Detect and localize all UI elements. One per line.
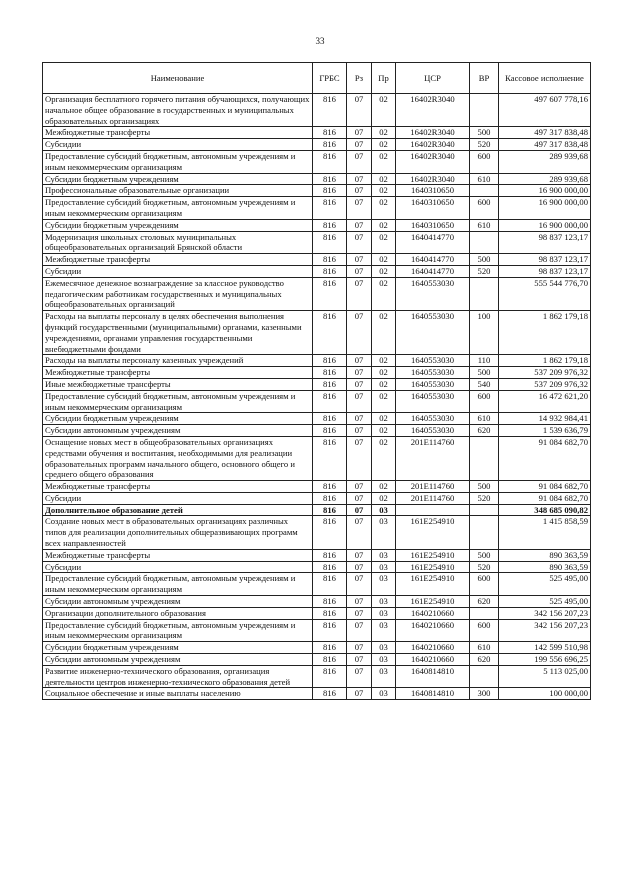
- header-name: Наименование: [43, 63, 313, 94]
- row-vr-cell: 610: [470, 173, 499, 185]
- table-row: [43, 516, 591, 549]
- row-grbs-cell: 816: [313, 150, 347, 173]
- row-vr-cell: [470, 231, 499, 254]
- row-vr-cell: 520: [470, 492, 499, 504]
- row-grbs-cell: 816: [313, 390, 347, 413]
- row-rz-cell: 07: [347, 481, 372, 493]
- table-row: [43, 173, 591, 185]
- row-csr-cell: 16402R3040: [396, 173, 470, 185]
- table-row: [43, 277, 591, 310]
- table-row: [43, 504, 591, 516]
- row-name-cell: Развитие инженерно-технического образования, организация деятельности центров инженерно-технического образования детей: [43, 665, 313, 688]
- row-csr-cell: 1640553030: [396, 311, 470, 355]
- table-row: [43, 390, 591, 413]
- row-vr-cell: [470, 185, 499, 197]
- row-pr-cell: 02: [372, 150, 396, 173]
- row-sum-cell: 525 495,00: [499, 596, 591, 608]
- row-pr-cell: 02: [372, 367, 396, 379]
- row-sum-cell: 16 900 000,00: [499, 185, 591, 197]
- row-pr-cell: 02: [372, 481, 396, 493]
- row-vr-cell: 500: [470, 127, 499, 139]
- row-name-cell: Предоставление субсидий бюджетным, автономным учреждениям и иным некоммерческим организациям: [43, 619, 313, 642]
- row-rz-cell: 07: [347, 367, 372, 379]
- row-name-cell: Ежемесячное денежное вознаграждение за классное руководство педагогическим работникам государственных и муниципальных общеобразовательных организаций: [43, 277, 313, 310]
- table-row: [43, 549, 591, 561]
- row-name-cell: Субсидии: [43, 492, 313, 504]
- row-pr-cell: 03: [372, 607, 396, 619]
- table-row: [43, 688, 591, 700]
- table-row: [43, 265, 591, 277]
- row-vr-cell: [470, 277, 499, 310]
- row-vr-cell: 500: [470, 254, 499, 266]
- row-vr-cell: 610: [470, 413, 499, 425]
- row-rz-cell: 07: [347, 516, 372, 549]
- row-rz-cell: 07: [347, 549, 372, 561]
- table-row: [43, 413, 591, 425]
- row-pr-cell: 02: [372, 311, 396, 355]
- row-name-cell: Субсидии автономным учреждениям: [43, 596, 313, 608]
- row-csr-cell: 1640414770: [396, 231, 470, 254]
- row-csr-cell: 161E254910: [396, 596, 470, 608]
- row-pr-cell: 02: [372, 139, 396, 151]
- table-row: [43, 619, 591, 642]
- row-rz-cell: 07: [347, 492, 372, 504]
- row-sum-cell: 289 939,68: [499, 173, 591, 185]
- row-grbs-cell: 816: [313, 607, 347, 619]
- table-row: [43, 355, 591, 367]
- row-rz-cell: 07: [347, 231, 372, 254]
- row-csr-cell: 16402R3040: [396, 94, 470, 127]
- row-name-cell: Субсидии: [43, 265, 313, 277]
- row-grbs-cell: 816: [313, 139, 347, 151]
- row-csr-cell: 1640553030: [396, 413, 470, 425]
- row-sum-cell: 525 495,00: [499, 573, 591, 596]
- row-csr-cell: 1640553030: [396, 390, 470, 413]
- row-pr-cell: 02: [372, 185, 396, 197]
- row-sum-cell: 100 000,00: [499, 688, 591, 700]
- table-row: [43, 94, 591, 127]
- row-vr-cell: 610: [470, 219, 499, 231]
- row-grbs-cell: 816: [313, 619, 347, 642]
- row-rz-cell: 07: [347, 561, 372, 573]
- row-rz-cell: 07: [347, 642, 372, 654]
- row-rz-cell: 07: [347, 185, 372, 197]
- row-sum-cell: 342 156 207,23: [499, 619, 591, 642]
- table-row: [43, 492, 591, 504]
- row-rz-cell: 07: [347, 390, 372, 413]
- row-grbs-cell: 816: [313, 94, 347, 127]
- row-name-cell: Создание новых мест в образовательных организациях различных типов для реализации дополнительных общеразвивающих программ всех направленностей: [43, 516, 313, 549]
- row-name-cell: Предоставление субсидий бюджетным, автономным учреждениям и иным некоммерческим организациям: [43, 197, 313, 220]
- row-csr-cell: 1640210660: [396, 654, 470, 666]
- row-pr-cell: 02: [372, 425, 396, 437]
- row-pr-cell: 03: [372, 561, 396, 573]
- row-rz-cell: 07: [347, 265, 372, 277]
- row-sum-cell: 497 317 838,48: [499, 139, 591, 151]
- row-vr-cell: 520: [470, 561, 499, 573]
- row-sum-cell: 555 544 776,70: [499, 277, 591, 310]
- row-sum-cell: 98 837 123,17: [499, 265, 591, 277]
- row-vr-cell: 500: [470, 481, 499, 493]
- row-grbs-cell: 816: [313, 665, 347, 688]
- row-vr-cell: 600: [470, 197, 499, 220]
- row-rz-cell: 07: [347, 654, 372, 666]
- row-pr-cell: 02: [372, 173, 396, 185]
- row-sum-cell: 16 900 000,00: [499, 197, 591, 220]
- row-name-cell: Оснащение новых мест в общеобразовательных организациях средствами обучения и воспитания, необходимыми для реализации образовательных программ начального общего, основного общего и среднего общего образования: [43, 436, 313, 480]
- row-rz-cell: 07: [347, 425, 372, 437]
- row-rz-cell: 07: [347, 413, 372, 425]
- row-name-cell: Субсидии автономным учреждениям: [43, 654, 313, 666]
- row-csr-cell: 1640310650: [396, 185, 470, 197]
- row-csr-cell: 161E254910: [396, 516, 470, 549]
- row-pr-cell: 02: [372, 277, 396, 310]
- row-grbs-cell: 816: [313, 481, 347, 493]
- row-rz-cell: 07: [347, 311, 372, 355]
- row-csr-cell: 201E114760: [396, 492, 470, 504]
- row-sum-cell: 890 363,59: [499, 549, 591, 561]
- row-grbs-cell: 816: [313, 265, 347, 277]
- row-sum-cell: 199 556 696,25: [499, 654, 591, 666]
- table-row: [43, 654, 591, 666]
- row-name-cell: Модернизация школьных столовых муниципальных общеобразовательных организаций Брянской области: [43, 231, 313, 254]
- table-row: [43, 665, 591, 688]
- row-vr-cell: [470, 504, 499, 516]
- row-rz-cell: 07: [347, 596, 372, 608]
- table-row: [43, 596, 591, 608]
- header-sum: Кассовое исполнение: [499, 63, 591, 94]
- row-grbs-cell: 816: [313, 277, 347, 310]
- table-row: [43, 481, 591, 493]
- row-vr-cell: 500: [470, 367, 499, 379]
- row-pr-cell: 02: [372, 265, 396, 277]
- row-csr-cell: 1640210660: [396, 607, 470, 619]
- row-csr-cell: 16402R3040: [396, 150, 470, 173]
- table-row: [43, 561, 591, 573]
- row-grbs-cell: 816: [313, 516, 347, 549]
- header-pr: Пр: [372, 63, 396, 94]
- row-grbs-cell: 816: [313, 311, 347, 355]
- row-vr-cell: 520: [470, 265, 499, 277]
- table-row: [43, 150, 591, 173]
- row-sum-cell: 537 209 976,32: [499, 378, 591, 390]
- row-name-cell: Межбюджетные трансферты: [43, 549, 313, 561]
- row-name-cell: Иные межбюджетные трансферты: [43, 378, 313, 390]
- row-vr-cell: 100: [470, 311, 499, 355]
- row-name-cell: Организации дополнительного образования: [43, 607, 313, 619]
- table-row: [43, 127, 591, 139]
- row-rz-cell: 07: [347, 436, 372, 480]
- row-vr-cell: 620: [470, 654, 499, 666]
- row-pr-cell: 02: [372, 436, 396, 480]
- row-sum-cell: 289 939,68: [499, 150, 591, 173]
- row-grbs-cell: 816: [313, 573, 347, 596]
- header-rz: Рз: [347, 63, 372, 94]
- row-pr-cell: 03: [372, 596, 396, 608]
- row-grbs-cell: 816: [313, 127, 347, 139]
- row-name-cell: Субсидии: [43, 561, 313, 573]
- row-name-cell: Расходы на выплаты персоналу казенных учреждений: [43, 355, 313, 367]
- row-csr-cell: 1640210660: [396, 642, 470, 654]
- row-pr-cell: 02: [372, 390, 396, 413]
- table-row: [43, 436, 591, 480]
- table-row: [43, 642, 591, 654]
- row-name-cell: Субсидии: [43, 139, 313, 151]
- row-name-cell: Предоставление субсидий бюджетным, автономным учреждениям и иным некоммерческим организациям: [43, 150, 313, 173]
- row-sum-cell: 98 837 123,17: [499, 254, 591, 266]
- row-name-cell: Субсидии бюджетным учреждениям: [43, 173, 313, 185]
- row-grbs-cell: 816: [313, 378, 347, 390]
- row-vr-cell: 520: [470, 139, 499, 151]
- row-pr-cell: 02: [372, 378, 396, 390]
- row-sum-cell: 1 539 636,79: [499, 425, 591, 437]
- header-csr: ЦСР: [396, 63, 470, 94]
- row-vr-cell: 600: [470, 573, 499, 596]
- row-rz-cell: 07: [347, 378, 372, 390]
- row-name-cell: Социальное обеспечение и иные выплаты населению: [43, 688, 313, 700]
- row-grbs-cell: 816: [313, 492, 347, 504]
- row-vr-cell: [470, 516, 499, 549]
- row-sum-cell: 1 415 858,59: [499, 516, 591, 549]
- row-vr-cell: 620: [470, 596, 499, 608]
- row-grbs-cell: 816: [313, 561, 347, 573]
- row-name-cell: Предоставление субсидий бюджетным, автономным учреждениям и иным некоммерческим организациям: [43, 390, 313, 413]
- row-grbs-cell: 816: [313, 596, 347, 608]
- row-sum-cell: 342 156 207,23: [499, 607, 591, 619]
- row-grbs-cell: 816: [313, 654, 347, 666]
- row-grbs-cell: 816: [313, 254, 347, 266]
- row-csr-cell: 1640310650: [396, 219, 470, 231]
- row-rz-cell: 07: [347, 277, 372, 310]
- row-csr-cell: 1640553030: [396, 277, 470, 310]
- row-vr-cell: 610: [470, 642, 499, 654]
- row-grbs-cell: 816: [313, 367, 347, 379]
- row-sum-cell: 14 932 984,41: [499, 413, 591, 425]
- row-sum-cell: 91 084 682,70: [499, 481, 591, 493]
- row-name-cell: Межбюджетные трансферты: [43, 481, 313, 493]
- row-name-cell: Предоставление субсидий бюджетным, автономным учреждениям и иным некоммерческим организациям: [43, 573, 313, 596]
- table-row: [43, 367, 591, 379]
- row-rz-cell: 07: [347, 150, 372, 173]
- row-rz-cell: 07: [347, 355, 372, 367]
- row-pr-cell: 02: [372, 197, 396, 220]
- row-grbs-cell: 816: [313, 185, 347, 197]
- row-csr-cell: 1640210660: [396, 619, 470, 642]
- row-rz-cell: 07: [347, 219, 372, 231]
- row-name-cell: Субсидии бюджетным учреждениям: [43, 642, 313, 654]
- row-pr-cell: 02: [372, 492, 396, 504]
- table-row: [43, 139, 591, 151]
- row-csr-cell: 161E254910: [396, 573, 470, 596]
- row-sum-cell: 497 317 838,48: [499, 127, 591, 139]
- table-row: [43, 231, 591, 254]
- row-vr-cell: 500: [470, 549, 499, 561]
- row-rz-cell: 07: [347, 127, 372, 139]
- budget-execution-table: [42, 62, 591, 700]
- row-pr-cell: 02: [372, 219, 396, 231]
- row-grbs-cell: 816: [313, 197, 347, 220]
- row-name-cell: Субсидии бюджетным учреждениям: [43, 413, 313, 425]
- row-sum-cell: 348 685 090,82: [499, 504, 591, 516]
- row-grbs-cell: 816: [313, 549, 347, 561]
- row-pr-cell: 03: [372, 619, 396, 642]
- row-name-cell: Организация бесплатного горячего питания обучающихся, получающих начальное общее образование в государственных и муниципальных образовательных организациях: [43, 94, 313, 127]
- row-pr-cell: 02: [372, 254, 396, 266]
- row-vr-cell: [470, 94, 499, 127]
- row-sum-cell: 497 607 778,16: [499, 94, 591, 127]
- row-name-cell: Профессиональные образовательные организации: [43, 185, 313, 197]
- row-vr-cell: 620: [470, 425, 499, 437]
- row-csr-cell: 201E114760: [396, 481, 470, 493]
- row-pr-cell: 03: [372, 516, 396, 549]
- row-pr-cell: 02: [372, 94, 396, 127]
- row-name-cell: Субсидии бюджетным учреждениям: [43, 219, 313, 231]
- row-vr-cell: [470, 607, 499, 619]
- row-vr-cell: 600: [470, 619, 499, 642]
- row-rz-cell: 07: [347, 254, 372, 266]
- row-sum-cell: 16 900 000,00: [499, 219, 591, 231]
- row-grbs-cell: 816: [313, 688, 347, 700]
- row-vr-cell: [470, 665, 499, 688]
- row-sum-cell: 98 837 123,17: [499, 231, 591, 254]
- row-vr-cell: 600: [470, 390, 499, 413]
- table-row: [43, 219, 591, 231]
- table-header-row: [43, 63, 591, 94]
- row-csr-cell: 1640553030: [396, 355, 470, 367]
- row-csr-cell: 1640414770: [396, 254, 470, 266]
- row-sum-cell: 16 472 621,20: [499, 390, 591, 413]
- row-rz-cell: 07: [347, 173, 372, 185]
- row-csr-cell: 1640310650: [396, 197, 470, 220]
- row-csr-cell: [396, 504, 470, 516]
- row-grbs-cell: 816: [313, 219, 347, 231]
- row-sum-cell: 890 363,59: [499, 561, 591, 573]
- row-name-cell: Межбюджетные трансферты: [43, 367, 313, 379]
- row-pr-cell: 03: [372, 504, 396, 516]
- table-row: [43, 573, 591, 596]
- row-sum-cell: 142 599 510,98: [499, 642, 591, 654]
- table-row: [43, 607, 591, 619]
- table-row: [43, 425, 591, 437]
- row-pr-cell: 03: [372, 688, 396, 700]
- row-csr-cell: 201E114760: [396, 436, 470, 480]
- row-rz-cell: 07: [347, 607, 372, 619]
- row-vr-cell: 600: [470, 150, 499, 173]
- table-row: [43, 185, 591, 197]
- table-row: [43, 311, 591, 355]
- row-vr-cell: 110: [470, 355, 499, 367]
- row-grbs-cell: 816: [313, 355, 347, 367]
- row-sum-cell: 1 862 179,18: [499, 311, 591, 355]
- row-pr-cell: 03: [372, 642, 396, 654]
- row-grbs-cell: 816: [313, 436, 347, 480]
- row-rz-cell: 07: [347, 94, 372, 127]
- table-body: [43, 94, 591, 700]
- row-pr-cell: 02: [372, 231, 396, 254]
- table-row: [43, 197, 591, 220]
- row-grbs-cell: 816: [313, 413, 347, 425]
- row-name-cell: Межбюджетные трансферты: [43, 127, 313, 139]
- row-grbs-cell: 816: [313, 425, 347, 437]
- row-vr-cell: 540: [470, 378, 499, 390]
- row-csr-cell: 1640553030: [396, 367, 470, 379]
- row-pr-cell: 03: [372, 549, 396, 561]
- row-sum-cell: 537 209 976,32: [499, 367, 591, 379]
- row-csr-cell: 161E254910: [396, 561, 470, 573]
- row-grbs-cell: 816: [313, 642, 347, 654]
- row-grbs-cell: 816: [313, 231, 347, 254]
- row-rz-cell: 07: [347, 504, 372, 516]
- row-csr-cell: 161E254910: [396, 549, 470, 561]
- row-csr-cell: 1640814810: [396, 688, 470, 700]
- row-sum-cell: 5 113 025,00: [499, 665, 591, 688]
- row-pr-cell: 02: [372, 355, 396, 367]
- header-grbs: ГРБС: [313, 63, 347, 94]
- row-rz-cell: 07: [347, 573, 372, 596]
- table-row: [43, 254, 591, 266]
- row-csr-cell: 16402R3040: [396, 127, 470, 139]
- row-pr-cell: 03: [372, 665, 396, 688]
- row-rz-cell: 07: [347, 665, 372, 688]
- page-number: 33: [315, 36, 325, 46]
- header-vr: ВР: [470, 63, 499, 94]
- row-vr-cell: 300: [470, 688, 499, 700]
- row-rz-cell: 07: [347, 619, 372, 642]
- row-name-cell: Субсидии автономным учреждениям: [43, 425, 313, 437]
- row-grbs-cell: 816: [313, 173, 347, 185]
- row-name-cell: Межбюджетные трансферты: [43, 254, 313, 266]
- row-csr-cell: 1640414770: [396, 265, 470, 277]
- row-rz-cell: 07: [347, 688, 372, 700]
- row-name-cell: Расходы на выплаты персоналу в целях обеспечения выполнения функций государственными (муниципальными) органами, казенными учреждениями, органами управления государственными внебюджетными фондами: [43, 311, 313, 355]
- row-sum-cell: 1 862 179,18: [499, 355, 591, 367]
- row-pr-cell: 03: [372, 573, 396, 596]
- row-csr-cell: 1640553030: [396, 425, 470, 437]
- row-csr-cell: 16402R3040: [396, 139, 470, 151]
- row-csr-cell: 1640553030: [396, 378, 470, 390]
- row-vr-cell: [470, 436, 499, 480]
- row-grbs-cell: 816: [313, 504, 347, 516]
- table-row: [43, 378, 591, 390]
- row-rz-cell: 07: [347, 139, 372, 151]
- row-csr-cell: 1640814810: [396, 665, 470, 688]
- row-sum-cell: 91 084 682,70: [499, 436, 591, 480]
- row-name-cell: Дополнительное образование детей: [43, 504, 313, 516]
- row-pr-cell: 02: [372, 413, 396, 425]
- row-pr-cell: 03: [372, 654, 396, 666]
- row-sum-cell: 91 084 682,70: [499, 492, 591, 504]
- row-rz-cell: 07: [347, 197, 372, 220]
- row-pr-cell: 02: [372, 127, 396, 139]
